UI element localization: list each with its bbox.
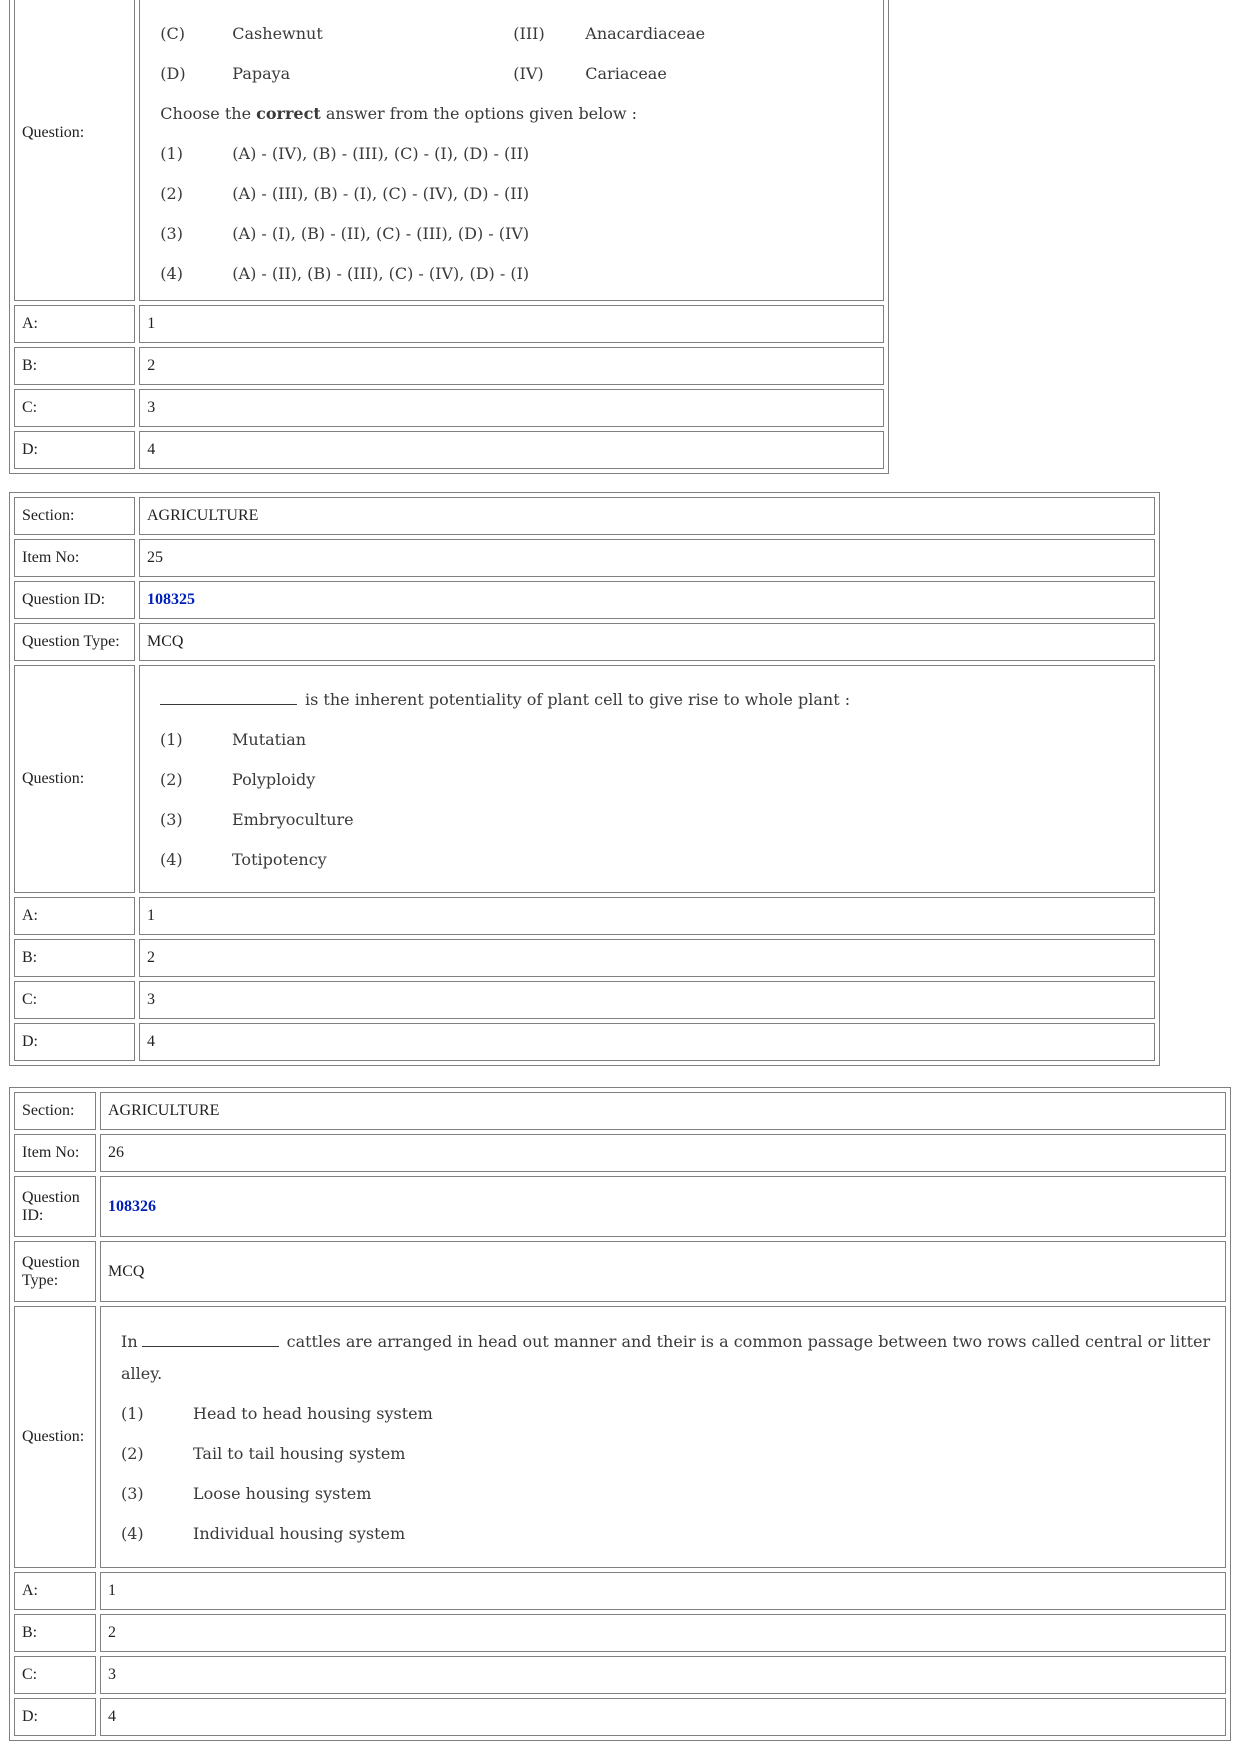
answer-label-b: B: — [14, 347, 135, 385]
answer-value-a: 1 — [100, 1572, 1226, 1610]
question-id-label: Question ID: — [14, 1176, 96, 1237]
answer-value-c: 3 — [139, 981, 1155, 1019]
item-no-label: Item No: — [14, 539, 135, 577]
answer-value-b: 2 — [139, 347, 884, 385]
option-item: (2) Polyploidy — [160, 770, 316, 789]
question-table-24 — [9, 0, 889, 474]
match-row: (C) Cashewnut (III) Anacardiaceae — [160, 24, 706, 43]
question-type-label: Question Type: — [14, 623, 135, 661]
answer-value-c: 3 — [100, 1656, 1226, 1694]
question-id-label: Question ID: — [14, 581, 135, 619]
question-label: Question: — [14, 0, 135, 301]
question-label: Question: — [14, 665, 135, 893]
question-table-26 — [9, 1087, 1231, 1741]
option-item: (3) (A) - (I), (B) - (II), (C) - (III), (D) - (IV) — [160, 224, 530, 243]
option-item: (2) Tail to tail housing system — [121, 1444, 406, 1463]
option-item: (4) Totipotency — [160, 850, 327, 869]
section-label: Section: — [14, 497, 135, 535]
question-table-25 — [9, 492, 1160, 1066]
answer-label-d: D: — [14, 1698, 96, 1736]
option-item: (4) Individual housing system — [121, 1524, 406, 1543]
question-stem: In cattles are arranged in head out manner and their is a common passage between two rows called central or litter alley. — [121, 1320, 1211, 1390]
answer-label-c: C: — [14, 1656, 96, 1694]
fill-blank — [142, 1320, 279, 1347]
question-type-label: Question Type: — [14, 1241, 96, 1302]
question-id-value: 108326 — [100, 1176, 1226, 1237]
question-id-value: 108325 — [139, 581, 1155, 619]
option-item: (4) (A) - (II), (B) - (III), (C) - (IV), (D) - (I) — [160, 264, 530, 283]
question-label: Question: — [14, 1306, 96, 1568]
option-item: (1) Head to head housing system — [121, 1404, 433, 1423]
answer-label-a: A: — [14, 1572, 96, 1610]
answer-value-a: 1 — [139, 305, 884, 343]
answer-value-d: 4 — [100, 1698, 1226, 1736]
question-body — [139, 665, 1155, 893]
answer-label-d: D: — [14, 431, 135, 469]
answer-label-c: C: — [14, 389, 135, 427]
answer-label-b: B: — [14, 1614, 96, 1652]
item-no-label: Item No: — [14, 1134, 96, 1172]
match-row: (D) Papaya (IV) Cariaceae — [160, 64, 667, 83]
option-item: (1) Mutatian — [160, 730, 307, 749]
section-value: AGRICULTURE — [100, 1092, 1226, 1130]
answer-label-d: D: — [14, 1023, 135, 1061]
section-value: AGRICULTURE — [139, 497, 1155, 535]
option-item: (2) (A) - (III), (B) - (I), (C) - (IV), (D) - (II) — [160, 184, 530, 203]
item-no-value: 26 — [100, 1134, 1226, 1172]
question-stem: is the inherent potentiality of plant cell to give rise to whole plant : — [160, 678, 1140, 720]
question-type-value: MCQ — [100, 1241, 1226, 1302]
option-item: (3) Embryoculture — [160, 810, 354, 829]
answer-value-d: 4 — [139, 1023, 1155, 1061]
choose-instruction: Choose the correct answer from the options given below : — [160, 104, 638, 123]
option-item: (1) (A) - (IV), (B) - (III), (C) - (I), (D) - (II) — [160, 144, 530, 163]
fill-blank — [160, 678, 297, 705]
answer-label-c: C: — [14, 981, 135, 1019]
section-label: Section: — [14, 1092, 96, 1130]
item-no-value: 25 — [139, 539, 1155, 577]
answer-label-a: A: — [14, 897, 135, 935]
answer-label-b: B: — [14, 939, 135, 977]
answer-value-c: 3 — [139, 389, 884, 427]
answer-value-b: 2 — [139, 939, 1155, 977]
option-item: (3) Loose housing system — [121, 1484, 372, 1503]
question-type-value: MCQ — [139, 623, 1155, 661]
question-body — [100, 1306, 1226, 1568]
question-body — [139, 0, 884, 301]
answer-value-d: 4 — [139, 431, 884, 469]
answer-value-b: 2 — [100, 1614, 1226, 1652]
answer-value-a: 1 — [139, 897, 1155, 935]
answer-label-a: A: — [14, 305, 135, 343]
